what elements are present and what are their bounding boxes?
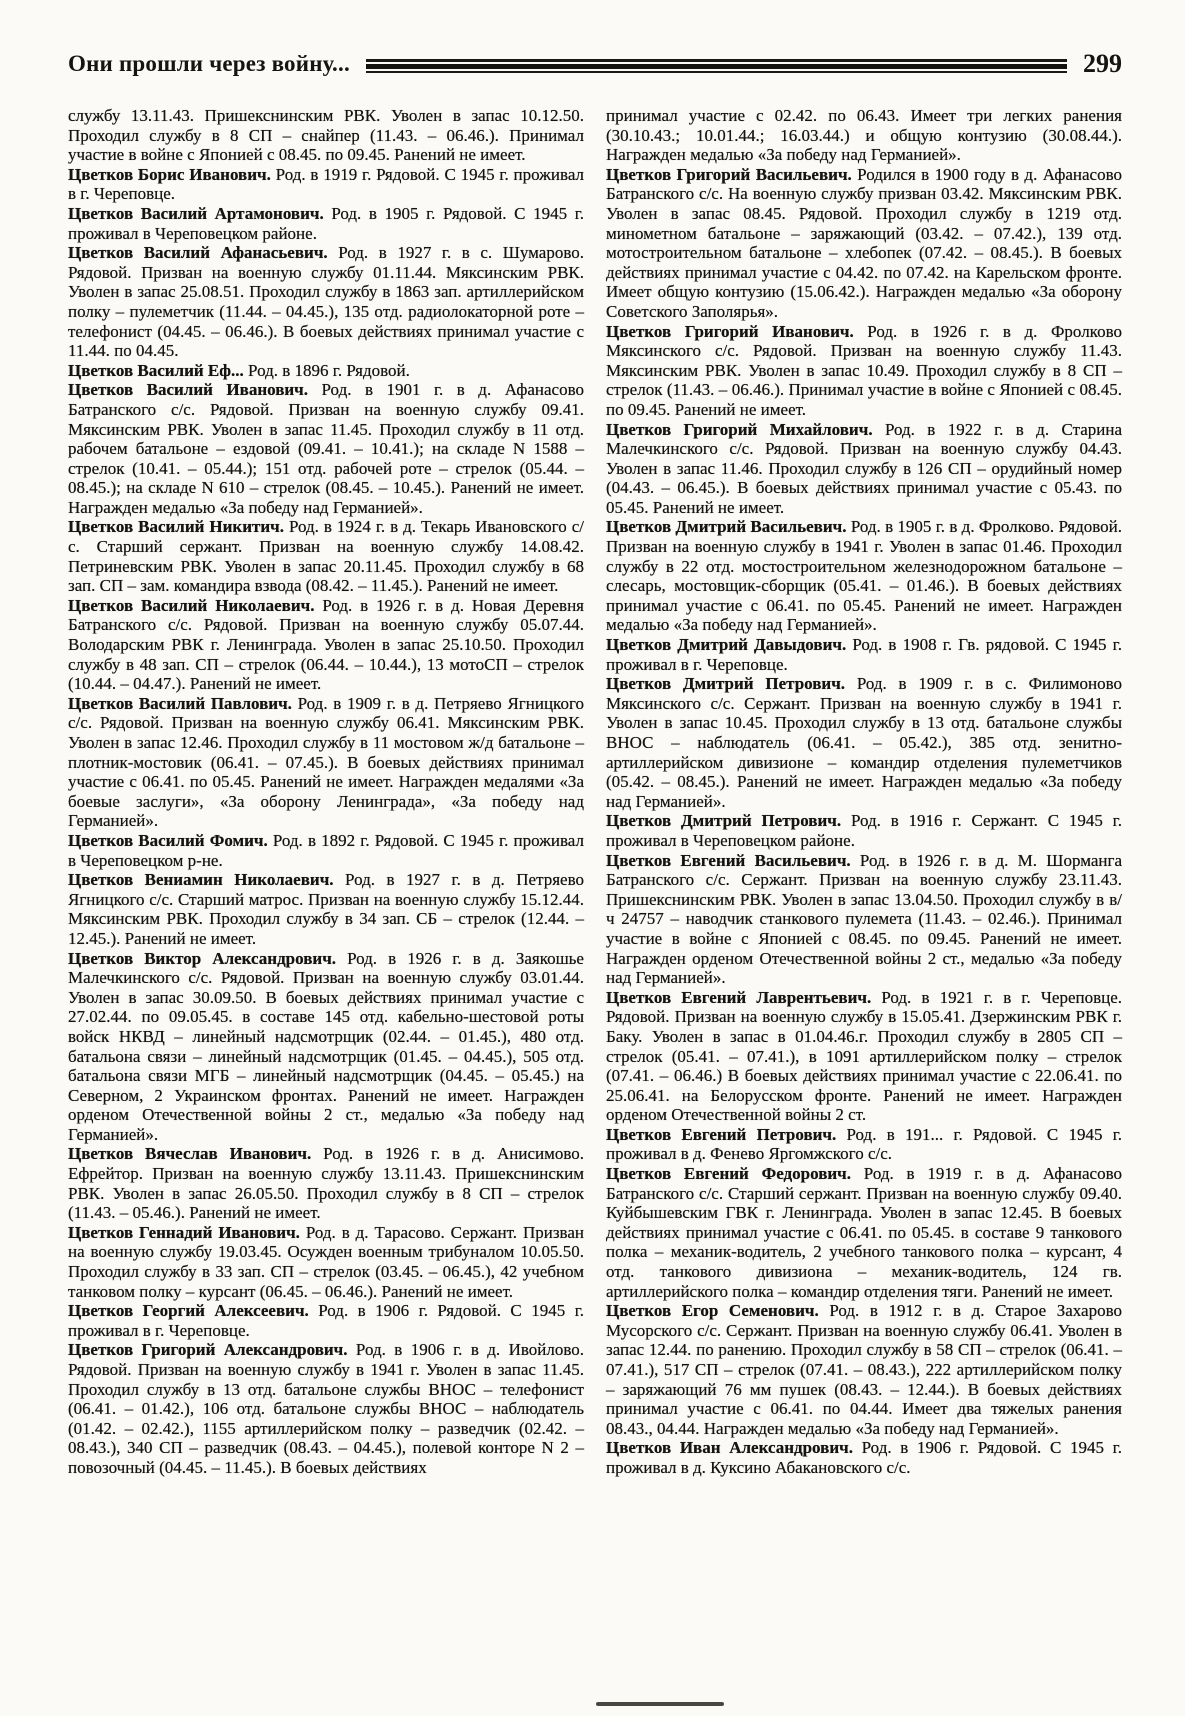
veteran-name: Цветков Георгий Алексеевич. xyxy=(68,1301,309,1321)
veteran-entry xyxy=(68,243,584,361)
header-rule-line-top xyxy=(366,59,1067,62)
veteran-entry xyxy=(68,1301,584,1340)
veteran-name: Цветков Григорий Васильевич. xyxy=(606,164,852,184)
veteran-name: Цветков Василий Артамонович. xyxy=(68,203,324,223)
entry-text: Род. в 1926 г. в д. М. Шорманга Батранского с/с. Сержант. Призван на военную службу 23.11.43. Пришекснинским РВК. Уволен в запас 13.04.50. Проходил службу в в/ч 24757 – наводчик станкового пулемета (11.43. – 02.46.). Принимал участие в войне с Японией с 08.45. по 09.45. Ранений не имеет. Награжден орденом Отечественной войны 2 ст., медалью «За победу над Германией». xyxy=(606,850,1123,988)
veteran-entry xyxy=(68,1144,584,1222)
entry-text: Род. в 1901 г. в д. Афанасово Батранского с/с. Рядовой. Призван на военную службу 09.41. Мяксинским РВК. Уволен в запас 11.45. Проходил службу в 11 отд. рабочем батальоне – ездовой (09.41. – 10.41.); на складе N 1588 – стрелок (10.41. – 05.44.); 151 отд. рабочей роте – стрелок (05.44. – 08.45.); на складе N 610 – стрелок (08.45. – 10.45.). Ранений не имеет. Награжден медалью «За победу над Германией». xyxy=(68,380,584,517)
continuation-paragraph xyxy=(606,106,1122,165)
scan-artifact xyxy=(596,1702,724,1706)
entry-text: Род. в 1906 г. Рядовой. С 1945 г. проживал в д. Куксино Абакановского с/с. xyxy=(606,1438,1122,1477)
entry-text: Род. в 1924 г. в д. Текарь Ивановского с/с. Старший сержант. Призван на военную службу 14.08.42. Петриневским РВК. Уволен в запас 20.11.45. Проходил службу в 68 зап. СП – зам. командира взвода (08.42. – 11.45.). Ранений не имеет. xyxy=(68,517,584,596)
entry-text: Род. в 1926 г. в д. Анисимово. Ефрейтор. Призван на военную службу 13.11.43. Пришекснинским РВК. Уволен в запас 26.05.50. Проходил службу в 8 СП – стрелок (11.43. – 05.46.). Ранений не имеет. xyxy=(68,1144,585,1223)
entry-text: Род. в 1919 г. в д. Афанасово Батранского с/с. Старший сержант. Призван на военную службу 09.40. Куйбышевским ГВК г. Ленинграда. Уволен в запас 12.45. В боевых действиях принимал участие с 06.41. по 05.45. в составе 9 танкового полка – механик-водитель, 2 учебного танкового полка – курсант, 4 отд. танкового дивизиона – механик-водитель, 124 гв. артиллерийского полка – командир отделения тяги. Ранений не имеет. xyxy=(606,1164,1122,1301)
entry-text: Род. в 1909 г. в с. Филимоново Мяксинского с/с. Сержант. Призван на военную службу в 1941 г. Уволен в запас 10.45. Проходил службу в 13 отд. батальоне службы ВНОС – наблюдатель (06.41. – 05.42.), 385 отд. зенитно-артиллерийском дивизионе – командир отделения пулеметчиков (05.42. – 08.45.). Ранений не имеет. Награжден медалью «За победу над Германией». xyxy=(606,674,1122,811)
entry-text: Род. в д. Тарасово. Сержант. Призван на военную службу 19.03.45. Осужден военным трибуналом 10.05.50. Проходил службу в 33 зап. СП – стрелок (03.45. – 06.45.), 42 учебном танковом полку – курсант (06.45. – 06.46.). Ранений не имеет. xyxy=(68,1222,585,1301)
veteran-entry xyxy=(606,851,1122,988)
veteran-name: Цветков Евгений Федорович. xyxy=(606,1164,852,1184)
entry-text: Род. в 1906 г. Рядовой. С 1945 г. проживал в г. Череповце. xyxy=(68,1301,584,1340)
veteran-entry xyxy=(606,635,1122,674)
text-column-right xyxy=(606,106,1122,1478)
veteran-entry xyxy=(68,165,584,204)
veteran-entry xyxy=(68,204,584,243)
entry-text: Род. в 1921 г. в г. Череповце. Рядовой. Призван на военную службу в 15.05.41. Дзержинским РВК г. Баку. Уволен в запас в 01.04.46.г. Проходил службу в 2805 СП – стрелок (05.41. – 07.41.), в 1091 артиллерийском полку – стрелок (07.41. – 06.46.) В боевых действиях принимал участие с 22.06.41. по 25.06.41. на Белорусском фронте. Ранений не имеет. Награжден орденом Отечественной войны 2 ст. xyxy=(606,987,1123,1125)
text-columns xyxy=(68,106,1122,1478)
entry-text: Род. в 1908 г. Гв. рядовой. С 1945 г. проживал в г. Череповце. xyxy=(606,635,1122,674)
veteran-entry xyxy=(68,596,584,694)
veteran-name: Цветков Геннадий Иванович. xyxy=(68,1222,300,1242)
veteran-name: Цветков Дмитрий Петрович. xyxy=(606,674,846,694)
veteran-name: Цветков Егор Семенович. xyxy=(606,1301,819,1321)
entry-text: Род. в 1906 г. в д. Ивойлово. Рядовой. Призван на военную службу в 1941 г. Уволен в запас 11.45. Проходил службу в 13 отд. батальоне службы ВНОС – телефонист (06.41. – 01.42.), 106 отд. батальоне службы ВНОС – наблюдатель (01.42. – 02.42.), 1155 артиллерийском полку – разведчик (02.42. – 08.43.), 340 СП – разведчик (08.43. – 04.45.), полевой конторе N 2 – повозочный (04.45. – 11.45.). В боевых действиях xyxy=(68,1340,584,1477)
veteran-name: Цветков Дмитрий Васильевич. xyxy=(606,517,847,537)
entry-text: Род. в 1927 г. в с. Шумарово. Рядовой. Призван на военную службу 01.11.44. Мяксинским РВК. Уволен в запас 25.08.51. Проходил службу в 1863 зап. артиллерийском полку – пулеметчик (11.44. – 04.45.), 135 отд. радиолокаторной роте – телефонист (04.45. – 06.46.). В боевых действиях принимал участие с 11.44. по 04.45. xyxy=(68,243,584,361)
veteran-entry xyxy=(606,1438,1122,1477)
veteran-entry xyxy=(606,811,1122,850)
veteran-name: Цветков Василий Иванович. xyxy=(68,380,309,400)
veteran-name: Цветков Вячеслав Иванович. xyxy=(68,1144,312,1164)
entry-text: Род. в 1919 г. Рядовой. С 1945 г. проживал в г. Череповце. xyxy=(68,164,584,204)
veteran-name: Цветков Евгений Лаврентьевич. xyxy=(606,987,872,1007)
page-number: 299 xyxy=(1083,49,1122,78)
veteran-name: Цветков Евгений Васильевич. xyxy=(606,850,851,870)
entry-text: Род. в 191... г. Рядовой. С 1945 г. проживал в д. Фенево Яргомжского с/с. xyxy=(606,1124,1123,1164)
veteran-entry xyxy=(606,517,1122,635)
entry-text: Род. в 1909 г. в д. Петряево Ягницкого с/с. Рядовой. Призван на военную службу 06.41. Мяксинским РВК. Уволен в запас 12.46. Проходил службу в 11 мостовом ж/д батальоне – плотник-мостовик (06.41. – 07.45.). В боевых действиях принимал участие с 06.41. по 05.45. Ранений не имеет. Награжден медалями «За боевые заслуги», «За оборону Ленинграда», «За победу над Германией». xyxy=(68,693,584,831)
entry-text: Род. в 1926 г. в д. Заякошье Малечкинского с/с. Рядовой. Призван на военную службу 03.01.44. Уволен в запас 30.09.50. В боевых действиях принимал участие с 27.02.44. по 09.05.45. в составе 145 отд. кабельно-шестовой роты войск НКВД – линейный надсмотрщик (02.44. – 01.45.), 480 отд. батальона связи – линейный надсмотрщик (01.45. – 04.45.), 505 отд. батальона связи МГБ – линейный надсмотрщик (04.45. – 05.45.) на Северном, 2 Украинском фронтах. Ранений не имеет. Награжден орденом Отечественной войны 2 ст., медалью «За победу над Германией». xyxy=(68,948,584,1144)
entry-text: Родился в 1900 году в д. Афанасово Батранского с/с. На военную службу призван 03.42. Мяксинским РВК. Уволен в запас 08.45. Рядовой. Проходил службу в 1219 отд. минометном батальоне – заряжающий (03.42. – 07.42.), 139 отд. мотостроительном батальоне – хлебопек (07.42. – 08.45.). В боевых действиях принимал участие с 04.42. по 07.42. на Карельском фронте. Имеет общую контузию (15.06.42.). Награжден медалью «За оборону Советского Заполярья». xyxy=(606,164,1122,321)
veteran-name: Цветков Григорий Иванович. xyxy=(606,321,854,341)
veteran-name: Цветков Григорий Александрович. xyxy=(68,1340,348,1360)
veteran-name: Цветков Борис Иванович. xyxy=(68,164,271,184)
header-rule-line-middle xyxy=(366,64,1067,69)
entry-text: Род. в 1905 г. Рядовой. С 1945 г. проживал в Череповецком районе. xyxy=(68,203,585,243)
veteran-entry xyxy=(606,420,1122,518)
veteran-entry xyxy=(68,1340,584,1477)
entry-text: Род. в 1926 г. в д. Новая Деревня Батранского с/с. Рядовой. Призван на военную службу 05.07.44. Володарским РВК г. Ленинграда. Уволен в запас 25.10.50. Проходил службу в 48 зап. СП – стрелок (06.44. – 10.44.), 13 мотоСП – стрелок (10.44. – 04.47.). Ранений не имеет. xyxy=(68,595,585,694)
veteran-entry xyxy=(606,988,1122,1125)
entry-text: Род. в 1926 г. в д. Фролково Мяксинского с/с. Рядовой. Призван на военную службу 11.43. Мяксинским РВК. Уволен в запас 10.49. Проходил службу в 8 СП – стрелок (11.43. – 06.46.). Принимал участие в войне с Японией с 08.45. по 09.45. Ранений не имеет. xyxy=(606,321,1122,419)
entry-text: Род. в 1896 г. Рядовой. xyxy=(243,360,410,380)
veteran-name: Цветков Василий Николаевич. xyxy=(68,595,315,615)
veteran-entry xyxy=(68,517,584,595)
entry-text: Род. в 1892 г. Рядовой. С 1945 г. проживал в Череповецком р-не. xyxy=(68,830,584,870)
veteran-entry xyxy=(606,165,1122,322)
entry-text: службу 13.11.43. Пришекснинским РВК. Уволен в запас 10.12.50. Проходил службу в 8 СП – снайпер (11.43. – 06.46.). Принимал участие в войне с Японией с 08.45. по 09.45. Ранений не имеет. xyxy=(68,106,584,165)
entry-text: Род. в 1916 г. Сержант. С 1945 г. проживал в Череповецком районе. xyxy=(606,811,1122,850)
veteran-name: Цветков Вениамин Николаевич. xyxy=(68,870,334,890)
entry-text: Род. в 1922 г. в д. Старина Малечкинского с/с. Рядовой. Призван на военную службу 04.43. Уволен в запас 11.46. Проходил службу в 126 СП – орудийный номер (04.43. – 06.45.). В боевых действиях принимал участие с 05.43. по 05.45. Ранений не имеет. xyxy=(606,419,1122,517)
page-header xyxy=(68,46,1122,82)
veteran-entry xyxy=(606,1125,1122,1164)
veteran-entry xyxy=(68,1223,584,1301)
veteran-name: Цветков Виктор Александрович. xyxy=(68,948,337,968)
veteran-entry xyxy=(606,322,1122,420)
header-rule-line-bottom xyxy=(366,71,1067,73)
text-column-left xyxy=(68,106,584,1478)
entry-text: Род. в 1905 г. в д. Фролково. Рядовой. Призван на военную службу в 1941 г. Уволен в запас 01.46. Проходил службу в 22 отд. мостостроительном железнодорожном батальоне – слесарь, мостовщик-сборщик (05.41. – 01.46.). В боевых действиях принимал участие с 06.41. по 05.45. Ранений не имеет. Награжден медалью «За победу над Германией». xyxy=(606,517,1122,635)
veteran-entry xyxy=(68,694,584,831)
entry-text: принимал участие с 02.42. по 06.43. Имеет три легких ранения (30.10.43.; 10.01.44.; 16.03.44.) и общую контузию (30.08.44.). Награжден медалью «За победу над Германией». xyxy=(606,106,1122,165)
continuation-paragraph xyxy=(68,106,584,165)
veteran-name: Цветков Дмитрий Давыдович. xyxy=(606,635,847,655)
veteran-name: Цветков Евгений Петрович. xyxy=(606,1124,837,1144)
veteran-entry xyxy=(606,674,1122,811)
running-title: Они прошли через войну... xyxy=(68,51,350,76)
veteran-name: Цветков Василий Павлович. xyxy=(68,693,292,713)
veteran-entry xyxy=(606,1301,1122,1438)
veteran-entry xyxy=(68,380,584,517)
veteran-entry xyxy=(606,1164,1122,1301)
entry-text: Род. в 1927 г. в д. Петряево Ягницкого с/с. Старший матрос. Призван на военную службу 15.12.44. Мяксинским РВК. Проходил службу в 34 зап. СБ – стрелок (12.44. – 12.45.). Ранений не имеет. xyxy=(68,870,584,948)
veteran-name: Цветков Василий Еф... xyxy=(68,360,244,380)
veteran-entry xyxy=(68,949,584,1145)
header-rule xyxy=(366,59,1067,73)
veteran-entry xyxy=(68,870,584,948)
veteran-entry xyxy=(68,831,584,870)
veteran-name: Цветков Василий Афанасьевич. xyxy=(68,243,328,263)
veteran-name: Цветков Дмитрий Петрович. xyxy=(606,811,842,831)
entry-text: Род. в 1912 г. в д. Старое Захарово Мусорского с/с. Сержант. Призван на военную службу 06.41. Уволен в запас 12.44. по ранению. Проходил службу в 58 СП – стрелок (06.41. – 07.41.), 517 СП – стрелок (07.41. – 08.43.), 222 артиллерийском полку – заряжающий 76 мм пушек (08.43. – 12.44.). В боевых действиях принимал участие с 06.41. по 04.44. Имеет два тяжелых ранения 08.43., 04.44. Награжден медалью «За победу над Германией». xyxy=(606,1301,1123,1438)
veteran-entry xyxy=(68,361,584,381)
veteran-name: Цветков Иван Александрович. xyxy=(606,1438,853,1458)
veteran-name: Цветков Василий Никитич. xyxy=(68,517,284,537)
veteran-name: Цветков Василий Фомич. xyxy=(68,830,268,850)
veteran-name: Цветков Григорий Михайлович. xyxy=(606,419,873,439)
